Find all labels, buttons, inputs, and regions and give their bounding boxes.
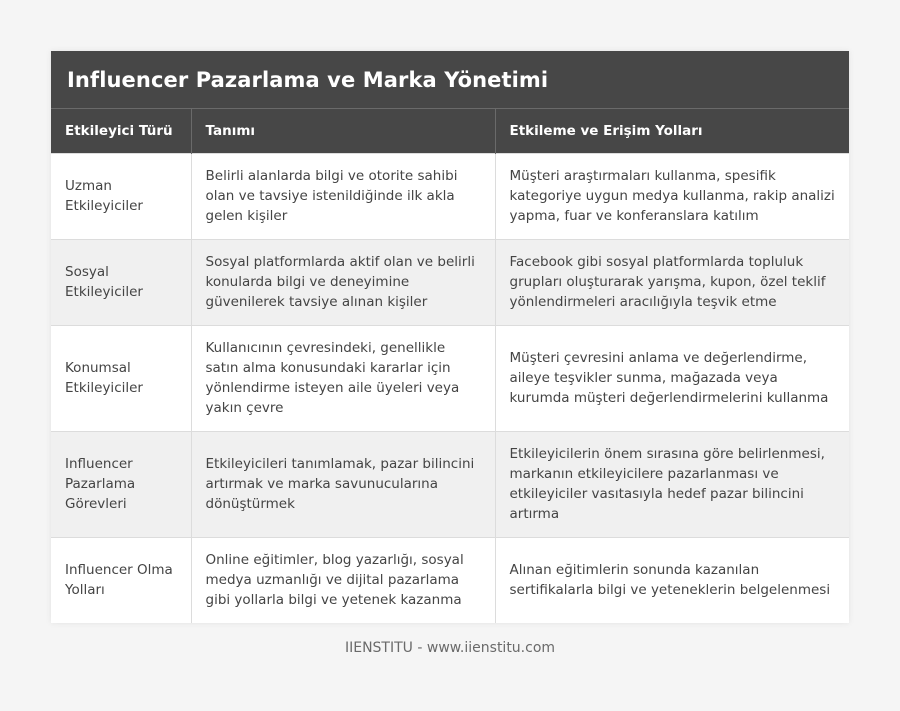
column-header-reach: Etkileme ve Erişim Yolları xyxy=(495,109,849,154)
header-row xyxy=(51,109,849,154)
cell-reach: Etkileyicilerin önem sırasına göre belirlenmesi, markanın etkileyicilere pazarlanması ve etkileyiciler vasıtasıyla hedef pazar bilincini artırma xyxy=(495,432,849,538)
cell-reach: Müşteri araştırmaları kullanma, spesifik kategoriye uygun medya kullanma, rakip analizi yapma, fuar ve konferanslara katılım xyxy=(495,154,849,240)
column-header-definition: Tanımı xyxy=(191,109,495,154)
cell-definition: Sosyal platformlarda aktif olan ve belirli konularda bilgi ve deneyimine güvenilerek tavsiye alınan kişiler xyxy=(191,240,495,326)
table-row xyxy=(51,326,849,432)
cell-type: Influencer Olma Yolları xyxy=(51,538,191,624)
table-row xyxy=(51,538,849,624)
table-card xyxy=(51,51,849,623)
footer-credit: IIENSTITU - www.iienstitu.com xyxy=(344,640,556,656)
cell-definition: Kullanıcının çevresindeki, genellikle satın alma konusundaki kararlar için yönlendirme isteyen aile üyeleri veya yakın çevre xyxy=(191,326,495,432)
column-header-type: Etkileyici Türü xyxy=(51,109,191,154)
table-row xyxy=(51,154,849,240)
cell-reach: Alınan eğitimlerin sonunda kazanılan sertifikalarla bilgi ve yeteneklerin belgelenmesi xyxy=(495,538,849,624)
cell-type: Konumsal Etkileyiciler xyxy=(51,326,191,432)
cell-definition: Online eğitimler, blog yazarlığı, sosyal medya uzmanlığı ve dijital pazarlama gibi yollarla bilgi ve yetenek kazanma xyxy=(191,538,495,624)
table-row xyxy=(51,240,849,326)
cell-definition: Belirli alanlarda bilgi ve otorite sahibi olan ve tavsiye istenildiğinde ilk akla gelen kişiler xyxy=(191,154,495,240)
cell-type: Uzman Etkileyiciler xyxy=(51,154,191,240)
cell-type: Influencer Pazarlama Görevleri xyxy=(51,432,191,538)
influencer-table xyxy=(51,109,849,623)
table-row xyxy=(51,432,849,538)
cell-type: Sosyal Etkileyiciler xyxy=(51,240,191,326)
table-title: Influencer Pazarlama ve Marka Yönetimi xyxy=(51,51,849,109)
cell-definition: Etkileyicileri tanımlamak, pazar bilincini artırmak ve marka savunucularına dönüştürmek xyxy=(191,432,495,538)
cell-reach: Facebook gibi sosyal platformlarda topluluk grupları oluşturarak yarışma, kupon, özel teklif yönlendirmeleri aracılığıyla teşvik etme xyxy=(495,240,849,326)
cell-reach: Müşteri çevresini anlama ve değerlendirme, aileye teşvikler sunma, mağazada veya kurumda müşteri değerlendirmelerini kullanma xyxy=(495,326,849,432)
